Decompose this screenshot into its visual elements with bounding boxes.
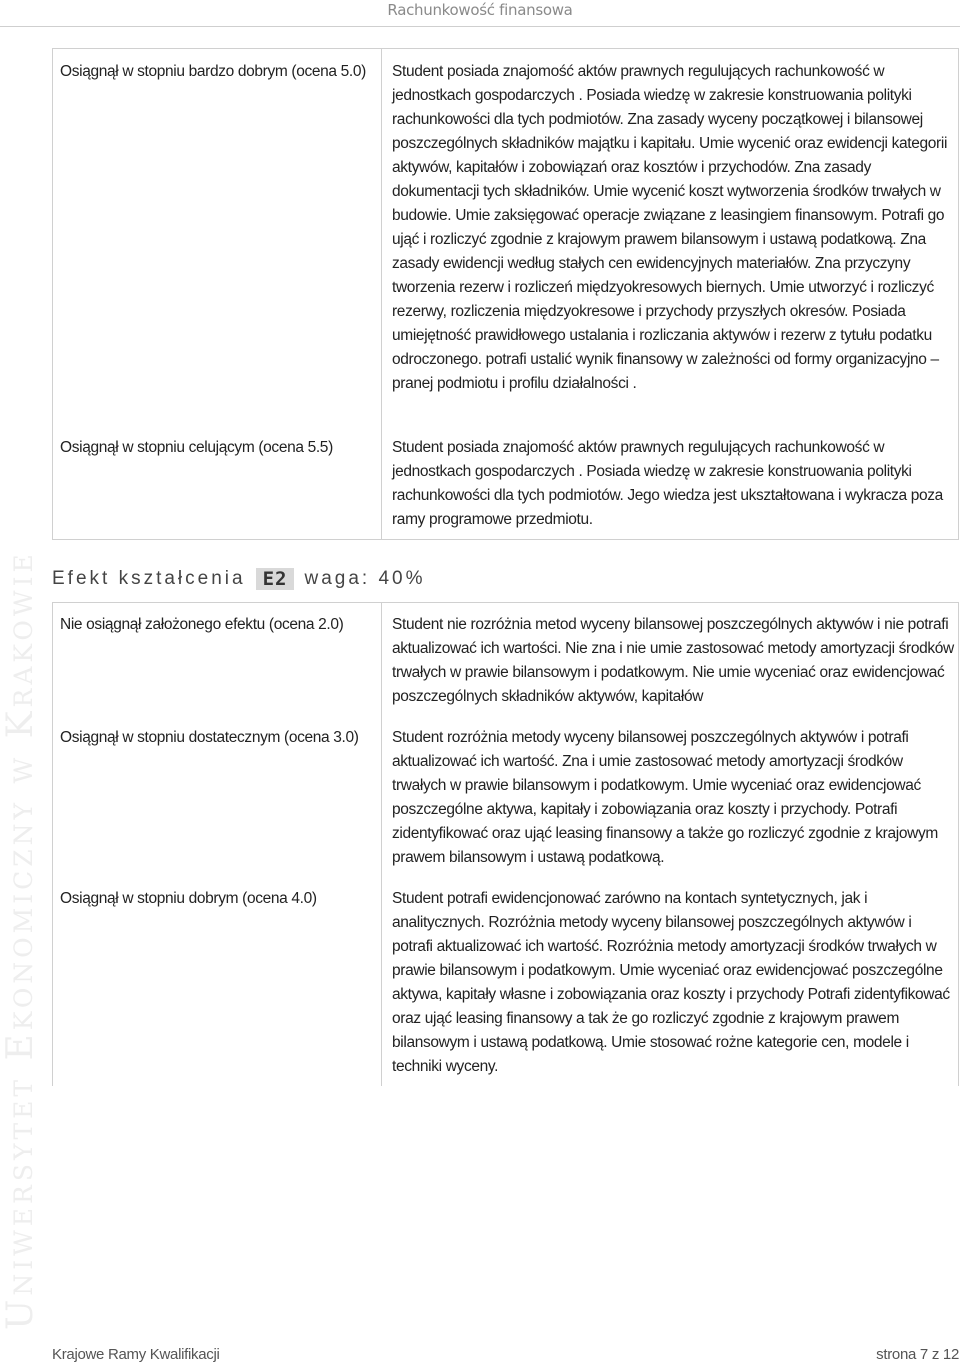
- grade-label: Osiągnął w stopniu bardzo dobrym (ocena 5.0): [60, 63, 366, 80]
- table-border-top: [52, 602, 959, 603]
- document-title: Rachunkowość finansowa: [387, 1, 573, 19]
- page-header: [0, 0, 960, 26]
- outcome-code-badge: E2: [256, 568, 295, 590]
- grade-description: Student nie rozróżnia metod wyceny bilansowej poszczególnych aktywów i nie potrafi aktualizować ich wartości. Nie zna i nie umie zastosować metody amortyzacji środków trwałych w prawie bilansowym i podatkowym. Nie umie wyceniać oraz ewidencjować poszczególnych składników aktywów, kapitałów: [392, 616, 954, 705]
- grade-description: Student posiada znajomość aktów prawnych regulujących rachunkowość w jednostkach gospodarczych . Posiada wiedzę w zakresie konstruowania polityki rachunkowości dla tych podmiotów. Jego wiedza jest ukształtowana i wykracza poza ramy programowe przedmiotu.: [392, 439, 943, 528]
- column-divider: [381, 602, 382, 1086]
- grade-label: Osiągnął w stopniu dostatecznym (ocena 3.0): [60, 729, 359, 746]
- page-footer: [52, 1346, 959, 1367]
- header-divider: [0, 26, 960, 27]
- table-border-top: [52, 48, 959, 49]
- table-border-left: [52, 602, 53, 1086]
- outcome-weight: waga: 40%: [304, 568, 426, 589]
- table-border-bottom: [52, 539, 959, 540]
- column-divider: [381, 48, 382, 540]
- footer-source: Krajowe Ramy Kwalifikacji: [52, 1346, 220, 1363]
- table-border-right: [958, 48, 959, 540]
- grade-description: Student posiada znajomość aktów prawnych regulujących rachunkowość w jednostkach gospodarczych . Posiada wiedzę w zakresie konstruowania polityki rachunkowości dla tych podmiotów. Zna zasady wyceny początkowej i bilansowej poszczególnych składników majątku i kapitału. Umie wycenić oraz ewidencji kategorii aktywów, kapitałów i zobowiązań oraz kosztów i przychodów. Zna zasady dokumentacji tych składników. Umie wycenić koszt wytworzenia środków trwałych w budowie. Umie zaksięgować operacje związane z leasingiem finansowym. Potrafi go ująć i rozliczyć zgodnie z krajowym prawem bilansowym i ustawą podatkową. Zna zasady ewidencji według stałych cen ewidencyjnych materiałów. Zna przyczyny tworzenia rezerw i rozliczeń międzyokresowych biernych. Umie utworzyć i rozliczyć rezerwy, rozliczenia międzyokresowe i przychody przyszłych okresów. Posiada umiejętność prawidłowego ustalania i rozliczania aktywów i rezerw z tytułu podatku odroczonego. potrafi ustalić wynik finansowy w zależności od formy organizacyjno –pranej podmiotu i profilu działalności .: [392, 63, 948, 392]
- learning-outcome-label: Efekt kształcenia: [52, 568, 246, 589]
- table-border-left: [52, 48, 53, 540]
- grade-table-e2: [52, 602, 959, 1086]
- university-watermark: Uniwersytet Ekonomiczny w Krakowie: [0, 550, 41, 1330]
- grade-table-e1: [52, 48, 959, 540]
- table-border-right: [958, 602, 959, 1086]
- grade-label: Osiągnął w stopniu celującym (ocena 5.5): [60, 439, 333, 456]
- learning-outcome-heading: [52, 564, 425, 594]
- page-number: strona 7 z 12: [876, 1346, 959, 1363]
- grade-description: Student potrafi ewidencjonować zarówno na kontach syntetycznych, jak i analitycznych. Rozróżnia metody wyceny bilansowej poszczególnych aktywów i potrafi aktualizować ich wartość. Rozróżnia metody amortyzacji środków trwałych w prawie bilansowym i podatkowym. Umie wyceniać oraz ewidencjować poszczególne aktywa, kapitały własne i zobowiązania oraz koszty i przychody Potrafi zidentyfikować oraz ująć leasing finansowy a tak że go rozliczyć zgodnie z krajowym prawem bilansowym i ustawą podatkową. Umie stosować rożne kategorie cen, modele i techniki wyceny.: [392, 890, 950, 1075]
- grade-label: Nie osiągnął założonego efektu (ocena 2.0): [60, 616, 344, 633]
- grade-label: Osiągnął w stopniu dobrym (ocena 4.0): [60, 890, 317, 907]
- grade-description: Student rozróżnia metody wyceny bilansowej poszczególnych aktywów i potrafi aktualizować ich wartość. Zna i umie zastosować metody amortyzacji środków trwałych w prawie bilansowym i podatkowym. Umie wyceniać oraz ewidencjować poszczególne aktywa, kapitały i zobowiązania oraz koszty i przychody. Potrafi zidentyfikować oraz ująć leasing finansowy a także go rozliczyć zgodnie z krajowym prawem bilansowym i ustawą podatkową.: [392, 729, 938, 866]
